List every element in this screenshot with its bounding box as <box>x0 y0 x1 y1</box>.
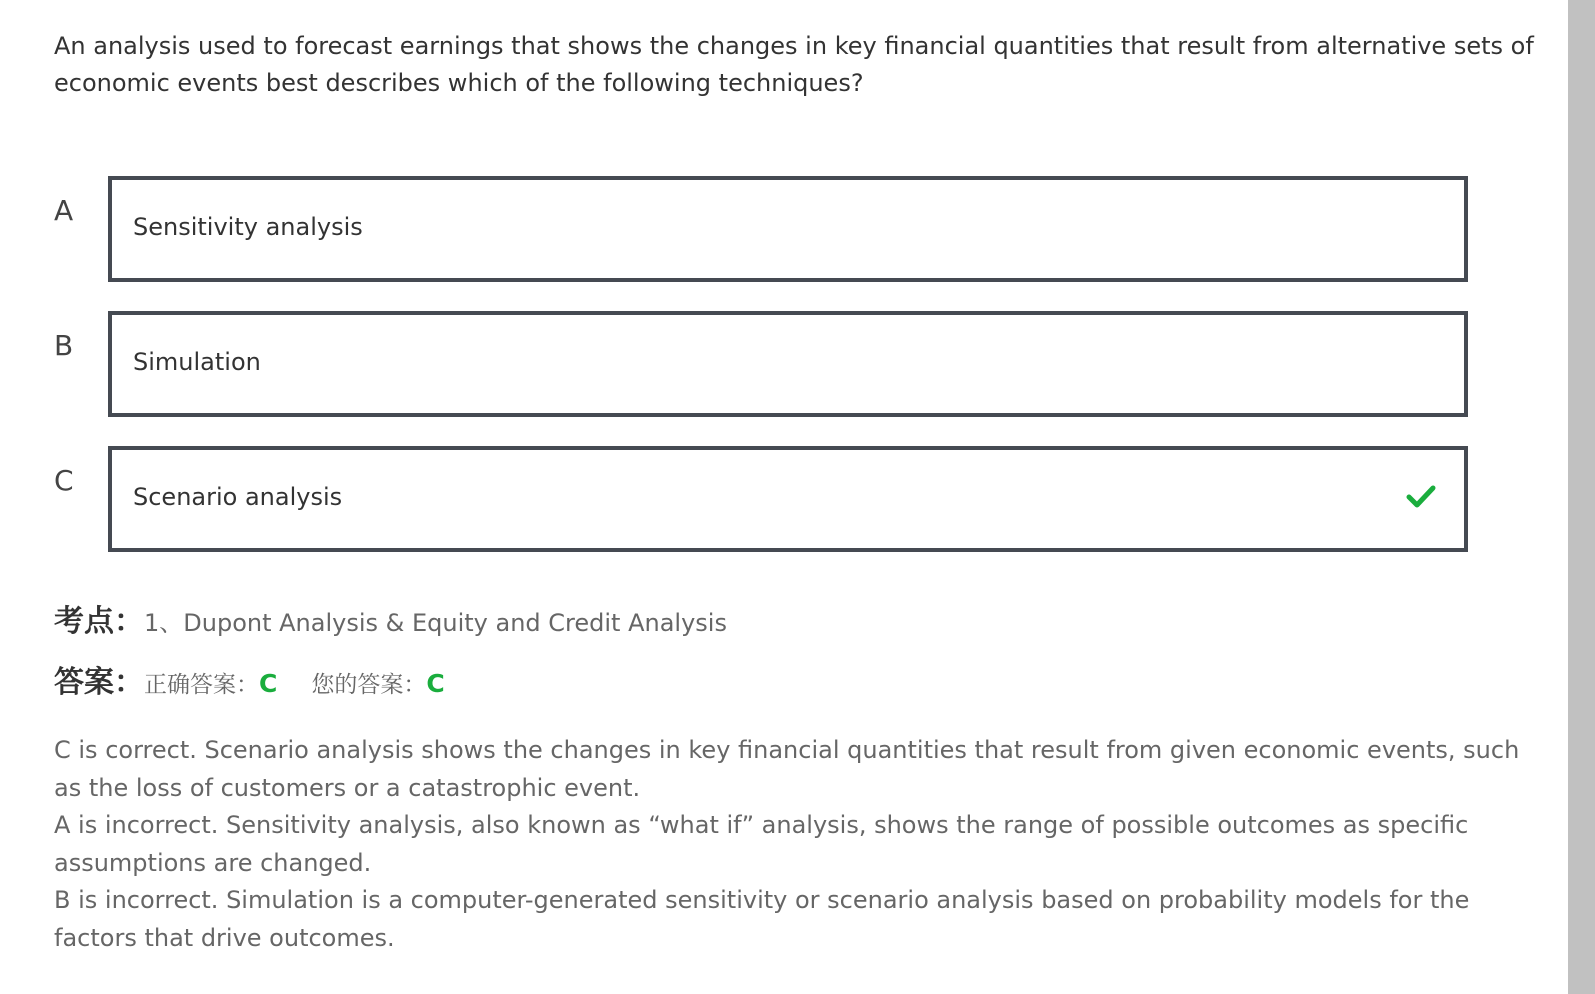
correct-answer-value: C <box>259 669 278 698</box>
topic-value: 1、Dupont Analysis & Equity and Credit Analysis <box>144 609 727 637</box>
explanation <box>54 732 1524 957</box>
option-box[interactable] <box>108 446 1468 552</box>
question-text: An analysis used to forecast earnings that shows the changes in key financial quantities that result from alternative sets of economic events best describes which of the following techniques? <box>54 32 1534 97</box>
check-icon <box>1406 484 1436 510</box>
option-letter: B <box>54 329 74 362</box>
scrollbar-thumb[interactable] <box>1568 0 1595 994</box>
option-text: Simulation <box>133 348 261 376</box>
answer-label: 答案： <box>54 665 144 700</box>
option-a[interactable] <box>54 176 1484 280</box>
explanation-paragraph: A is incorrect. Sensitivity analysis, also known as “what if” analysis, shows the range of possible outcomes as specific assumptions are changed. <box>54 811 1469 877</box>
correct-answer-label: 正确答案： <box>144 672 259 698</box>
topic-line <box>54 596 727 640</box>
option-letter: A <box>54 194 74 227</box>
answer-line <box>54 657 445 701</box>
your-answer-value: C <box>426 669 445 698</box>
option-letter: C <box>54 464 74 497</box>
your-answer-label: 您的答案： <box>311 672 427 698</box>
topic-label: 考点： <box>54 604 144 639</box>
option-text: Scenario analysis <box>133 483 343 511</box>
option-text: Sensitivity analysis <box>133 213 363 241</box>
explanation-paragraph: B is incorrect. Simulation is a computer-generated sensitivity or scenario analysis based on probability models for the factors that drive outcomes. <box>54 886 1470 952</box>
scrollbar-track[interactable] <box>1568 0 1595 994</box>
explanation-paragraph: C is correct. Scenario analysis shows the changes in key financial quantities that result from given economic events, such as the loss of customers or a catastrophic event. <box>54 736 1520 802</box>
option-box[interactable] <box>108 176 1468 282</box>
option-box[interactable] <box>108 311 1468 417</box>
option-c[interactable] <box>54 446 1484 550</box>
option-b[interactable] <box>54 311 1484 415</box>
